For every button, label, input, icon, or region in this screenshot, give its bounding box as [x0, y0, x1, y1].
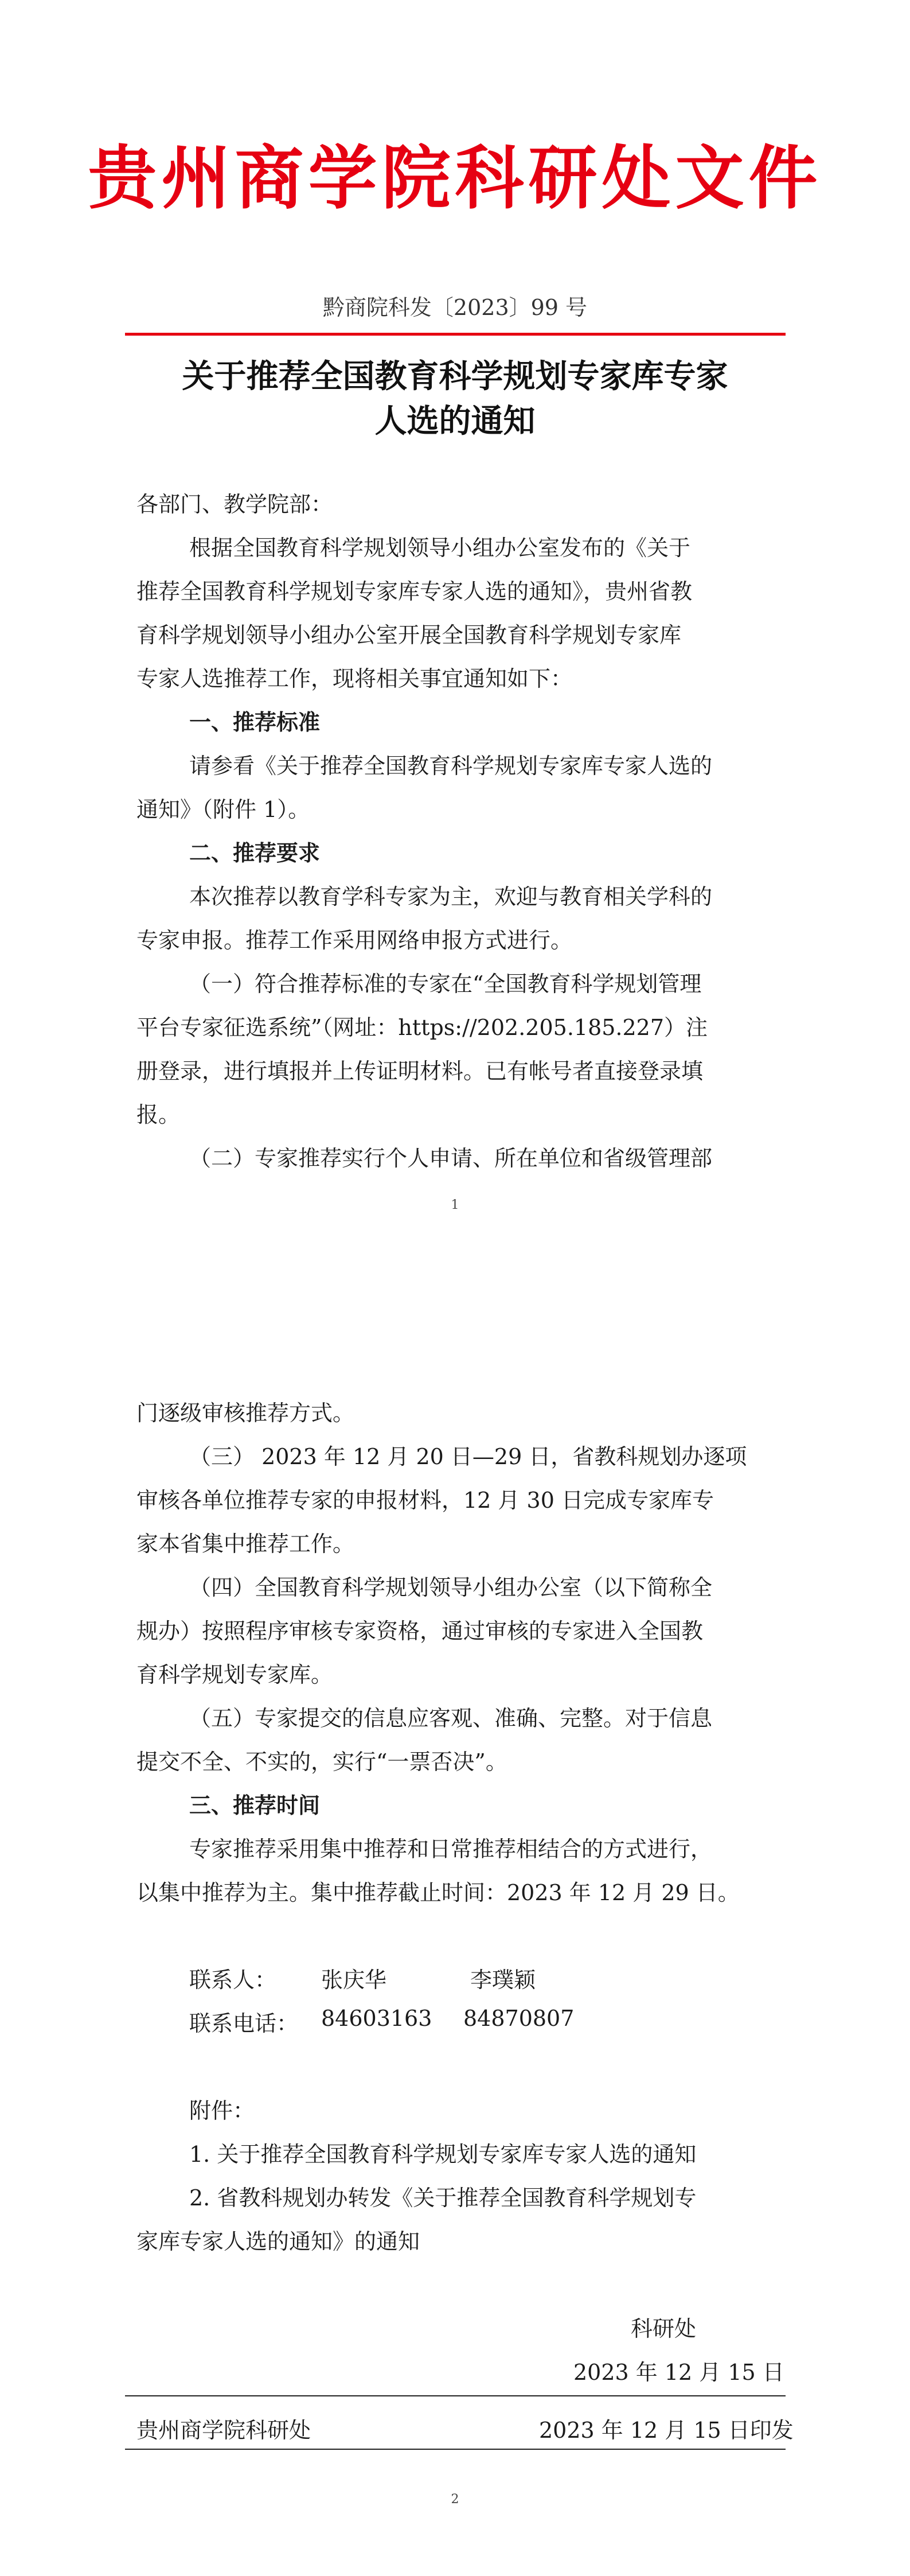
- attachment-item: 2. 省教科规划办转发《关于推荐全国教育科学规划专: [189, 2185, 697, 2211]
- attachment-item: 家库专家人选的通知》的通知: [136, 2229, 420, 2254]
- notice-title-line1: 关于推荐全国教育科学规划专家库专家: [182, 357, 728, 395]
- intro-line: 根据全国教育科学规划领导小组办公室发布的《关于: [189, 535, 691, 561]
- intro-line: 专家人选推荐工作，现将相关事宜通知如下：: [136, 666, 573, 691]
- notice-title-line2: 人选的通知: [374, 402, 536, 440]
- red-divider: [125, 333, 786, 336]
- contact-phone-1: 84603163: [321, 2006, 432, 2031]
- page-number: 2: [451, 2492, 459, 2507]
- contact-name-2: 李璞颖: [470, 1967, 536, 1993]
- contact-name-1: 张庆华: [321, 1967, 387, 1993]
- item4-line: 育科学规划专家库。: [136, 1662, 333, 1687]
- contact-phone-label: 联系电话：: [189, 2011, 299, 2036]
- section1-line: 请参看《关于推荐全国教育科学规划专家库专家人选的: [189, 753, 713, 779]
- section2-line: 本次推荐以教育学科专家为主，欢迎与教育相关学科的: [189, 884, 713, 909]
- contact-phone-2: 84870807: [463, 2006, 575, 2031]
- document-number: 黔商院科发〔2023〕99 号: [322, 295, 588, 320]
- section-heading-3: 三、推荐时间: [189, 1792, 321, 1818]
- salutation: 各部门、教学院部：: [136, 492, 333, 517]
- item4-line: 规办）按照程序审核专家资格，通过审核的专家进入全国教: [136, 1618, 704, 1644]
- item1-line: 平台专家征选系统”（网址：https://202.205.185.227）注: [136, 1015, 708, 1040]
- item5-line: 提交不全、不实的，实行“一票否决”。: [136, 1749, 507, 1775]
- item2-line: （二）专家推荐实行个人申请、所在单位和省级管理部: [189, 1146, 713, 1171]
- signature-date: 2023 年 12 月 15 日: [573, 2360, 784, 2385]
- footer-top-rule: [125, 2395, 786, 2396]
- item1-line: 册登录，进行填报并上传证明材料。已有帐号者直接登录填: [136, 1059, 704, 1084]
- item3-line: 家本省集中推荐工作。: [136, 1531, 355, 1557]
- intro-line: 推荐全国教育科学规划专家库专家人选的通知》，贵州省教: [136, 579, 693, 604]
- footer-issuer: 贵州商学院科研处: [136, 2418, 311, 2443]
- section2-line: 专家申报。推荐工作采用网络申报方式进行。: [136, 928, 573, 953]
- page-number: 1: [451, 1198, 459, 1212]
- signature: 科研处: [631, 2316, 697, 2341]
- item2-line: 门逐级审核推荐方式。: [136, 1400, 355, 1426]
- item1-line: 报。: [136, 1102, 181, 1127]
- section-heading-1: 一、推荐标准: [189, 709, 321, 735]
- attachment-item: 1. 关于推荐全国教育科学规划专家库专家人选的通知: [189, 2142, 697, 2167]
- section1-line: 通知》（附件 1）。: [136, 797, 310, 822]
- attachments-label: 附件：: [189, 2098, 255, 2123]
- intro-line: 育科学规划领导小组办公室开展全国教育科学规划专家库: [136, 622, 682, 648]
- document-banner: 贵州商学院科研处文件: [88, 138, 822, 219]
- item3-line: 审核各单位推荐专家的申报材料，12 月 30 日完成专家库专: [136, 1488, 714, 1513]
- footer-bottom-rule: [125, 2449, 786, 2450]
- item1-line: （一）符合推荐标准的专家在“全国教育科学规划管理: [189, 971, 702, 997]
- item4-line: （四）全国教育科学规划领导小组办公室（以下简称全: [189, 1575, 713, 1600]
- section-heading-2: 二、推荐要求: [189, 840, 321, 866]
- footer-print-date: 2023 年 12 月 15 日印发: [539, 2418, 794, 2443]
- contact-label: 联系人：: [189, 1967, 277, 1993]
- section3-line: 以集中推荐为主。集中推荐截止时间：2023 年 12 月 29 日。: [136, 1880, 740, 1905]
- item5-line: （五）专家提交的信息应客观、准确、完整。对于信息: [189, 1706, 713, 1731]
- section3-line: 专家推荐采用集中推荐和日常推荐相结合的方式进行，: [189, 1836, 713, 1862]
- item3-line: （三） 2023 年 12 月 20 日—29 日，省教科规划办逐项: [189, 1444, 747, 1469]
